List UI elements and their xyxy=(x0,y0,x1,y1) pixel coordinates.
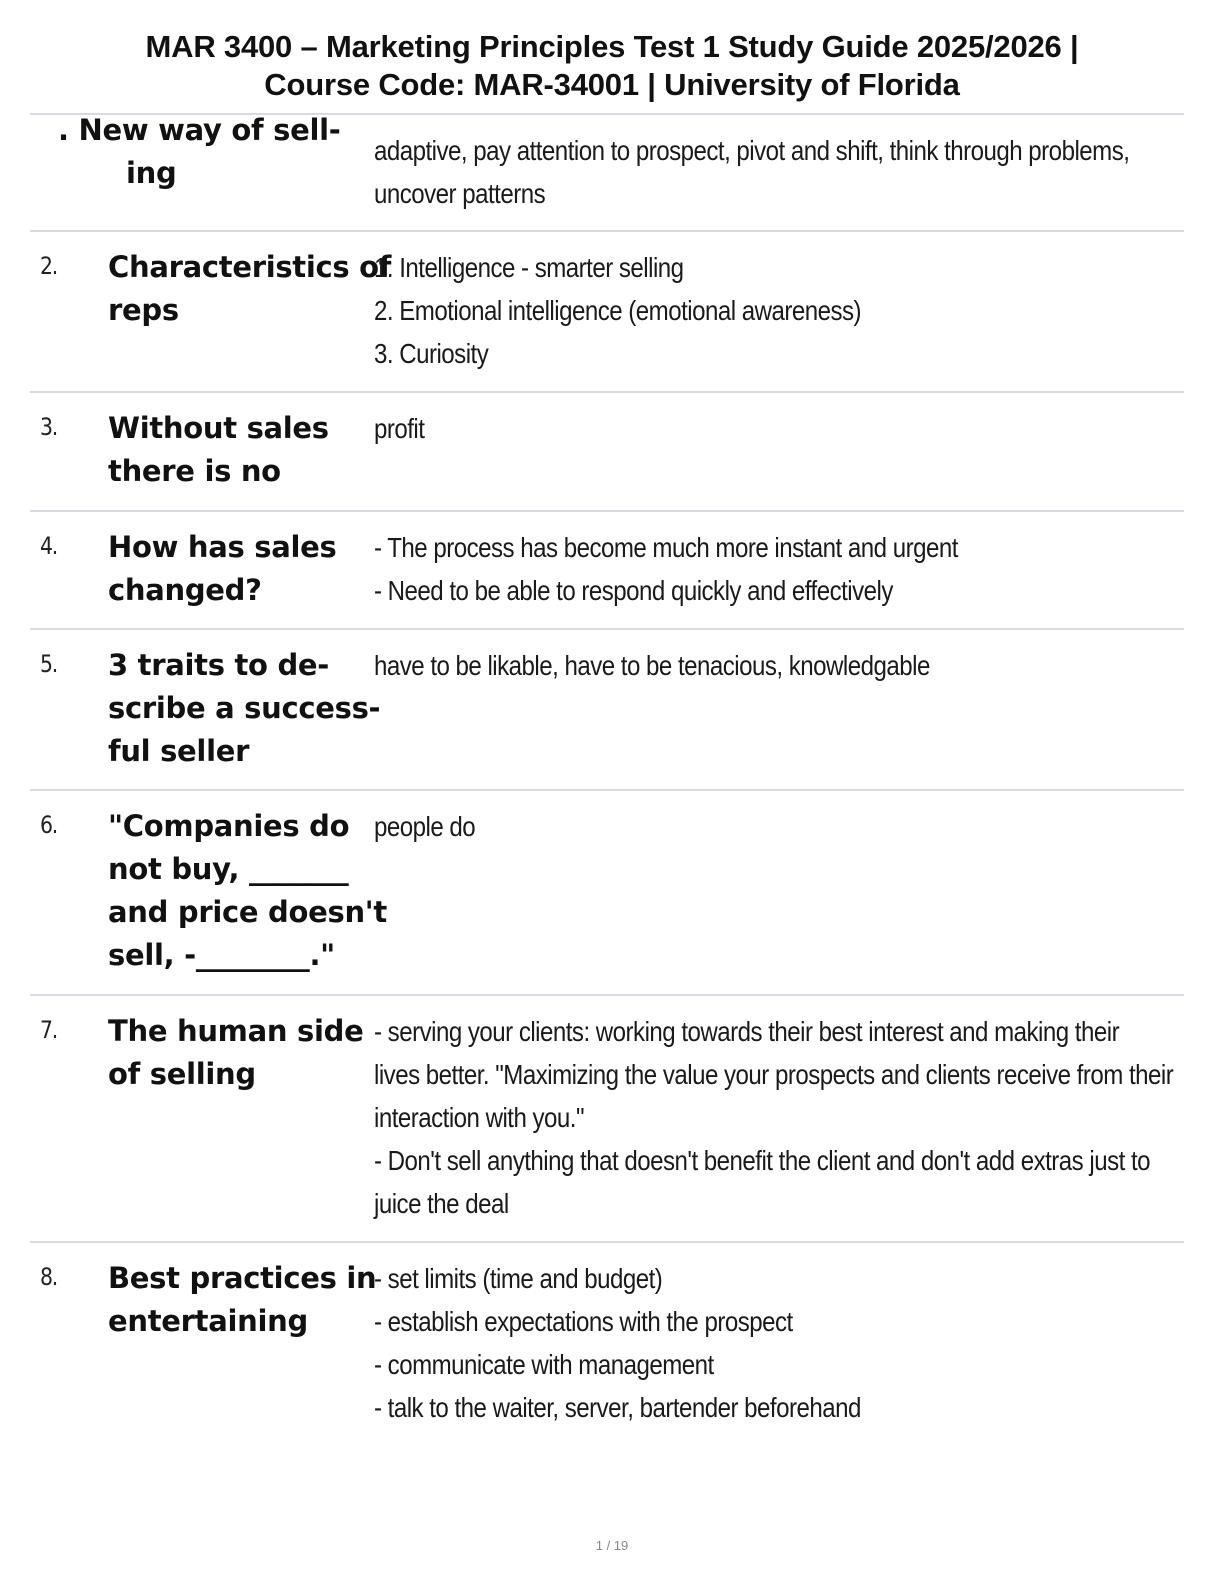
flashcard-number: 6. xyxy=(40,811,57,839)
flashcard-term xyxy=(108,644,381,773)
flashcard-number: 3. xyxy=(40,413,57,441)
definition-line: 2. Emotional intelligence (emotional awareness) xyxy=(374,295,862,326)
flashcard-term xyxy=(108,526,370,612)
flashcard-8 xyxy=(30,1241,1184,1443)
definition-line: - set limits (time and budget) xyxy=(374,1263,663,1294)
term-line: sell, -________." xyxy=(108,938,335,972)
term-line: . New way of sell- xyxy=(58,113,341,147)
flashcard-number: 2. xyxy=(40,252,57,280)
definition-line: people do xyxy=(374,811,476,842)
definition-line: adaptive, pay attention to prospect, pivot and shift, think through problems, xyxy=(374,135,1130,166)
flashcard-number: 5. xyxy=(40,650,57,678)
flashcard-number: 8. xyxy=(40,1263,57,1291)
term-line: not buy, _______ xyxy=(108,852,349,886)
flashcard-definition xyxy=(374,805,1174,848)
definition-line: uncover patterns xyxy=(374,178,546,209)
flashcard-definition xyxy=(374,246,1174,375)
definition-line: lives better. "Maximizing the value your prospects and clients receive from their xyxy=(374,1059,1174,1090)
flashcard-definition xyxy=(374,1010,1174,1225)
flashcard-4 xyxy=(30,510,1184,629)
flashcard-term xyxy=(58,109,341,195)
term-line: reps xyxy=(108,293,179,327)
definition-line: interaction with you." xyxy=(374,1102,585,1133)
flashcard-term xyxy=(108,246,392,332)
definition-line: - serving your clients: working towards their best interest and making their xyxy=(374,1016,1120,1047)
flashcard-2 xyxy=(30,230,1184,392)
term-line: and price doesn't xyxy=(108,895,387,929)
definition-line: 1. Intelligence - smarter selling xyxy=(374,252,684,283)
term-line: "Companies do xyxy=(108,809,350,843)
term-line: there is no xyxy=(108,454,281,488)
definition-line: 3. Curiosity xyxy=(374,338,489,369)
term-line: entertaining xyxy=(108,1304,308,1338)
document-title xyxy=(0,28,1224,104)
flashcard-term xyxy=(108,805,387,977)
title-line-2: Course Code: MAR-34001 | University of Florida xyxy=(264,67,960,102)
flashcard-definition xyxy=(374,129,1174,215)
term-line: 3 traits to de- xyxy=(108,648,330,682)
flashcard-3 xyxy=(30,391,1184,511)
flashcard-5 xyxy=(30,628,1184,790)
term-line: changed? xyxy=(108,573,262,607)
flashcard-definition xyxy=(374,644,1174,687)
term-line: How has sales xyxy=(108,530,337,564)
term-line: Without sales xyxy=(108,411,329,445)
term-line: scribe a success- xyxy=(108,691,381,725)
definition-line: juice the deal xyxy=(374,1188,509,1219)
flashcard-term xyxy=(108,407,370,493)
definition-line: - communicate with management xyxy=(374,1349,714,1380)
flashcard-1 xyxy=(30,113,1184,231)
term-line: of selling xyxy=(108,1057,256,1091)
flashcard-term xyxy=(108,1257,377,1343)
flashcard-number: 4. xyxy=(40,532,57,560)
term-line: Characteristics of xyxy=(108,250,392,284)
definition-line: - talk to the waiter, server, bartender beforehand xyxy=(374,1392,861,1423)
flashcard-term xyxy=(108,1010,370,1096)
definition-line: - Need to be able to respond quickly and effectively xyxy=(374,575,893,606)
definition-line: - Don't sell anything that doesn't benefit the client and don't add extras just to xyxy=(374,1145,1151,1176)
term-line: The human side xyxy=(108,1014,364,1048)
title-line-1: MAR 3400 – Marketing Principles Test 1 Study Guide 2025/2026 | xyxy=(145,29,1079,64)
flashcard-definition xyxy=(374,407,1174,450)
definition-line: profit xyxy=(374,413,425,444)
page-number: 1 / 19 xyxy=(595,1538,629,1553)
flashcard-6 xyxy=(30,789,1184,995)
flashcard-7 xyxy=(30,994,1184,1242)
flashcard-definition xyxy=(374,1257,1174,1429)
definition-line: - The process has become much more instant and urgent xyxy=(374,532,958,563)
definition-line: have to be likable, have to be tenacious, knowledgable xyxy=(374,650,930,681)
term-line: ing xyxy=(126,156,177,190)
definition-line: - establish expectations with the prospect xyxy=(374,1306,793,1337)
term-line: ful seller xyxy=(108,734,250,768)
flashcard-definition xyxy=(374,526,1174,612)
flashcard-number: 7. xyxy=(40,1016,57,1044)
term-line: Best practices in xyxy=(108,1261,377,1295)
